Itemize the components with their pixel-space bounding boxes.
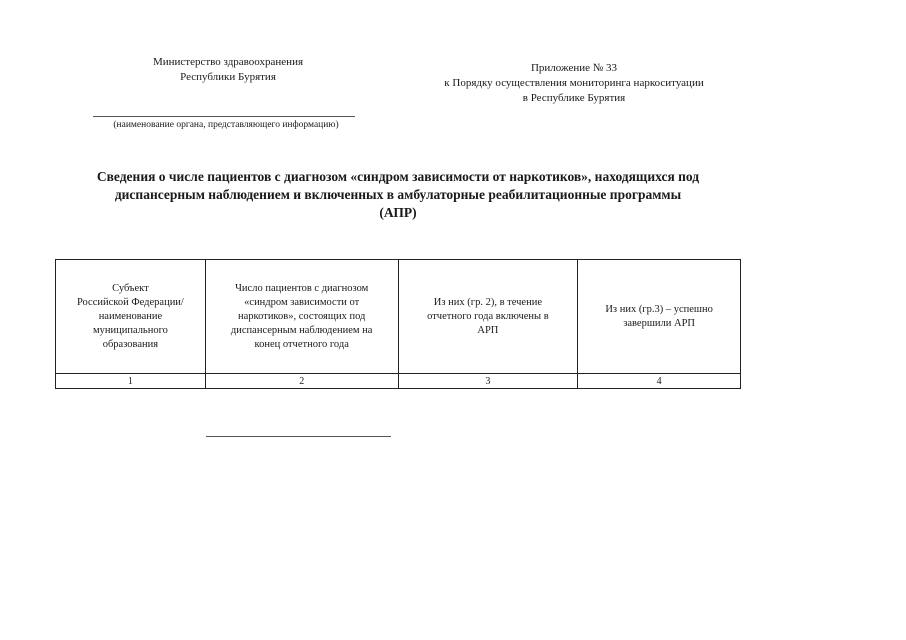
title-line-3: (АПР): [379, 205, 417, 220]
org-name-caption: (наименование органа, представляющего информацию): [113, 120, 339, 130]
header-text: отчетного года включены в: [427, 310, 549, 322]
appendix-number: Приложение № 33: [530, 62, 618, 74]
column-header-completed-arp: [578, 260, 741, 374]
header-text: конец отчетного года: [254, 338, 349, 350]
report-table: [55, 259, 741, 389]
header-text: Из них (гр.3) – успешно: [605, 303, 713, 315]
org-name-line: [93, 116, 355, 117]
signature-line: [206, 436, 391, 437]
appendix-reference: к Порядку осуществления мониторинга наркоситуации: [444, 77, 704, 89]
header-text: Российской Федерации/: [76, 296, 184, 308]
header-text: Субъект: [112, 282, 149, 294]
header-text: «синдром зависимости от: [244, 296, 360, 308]
header-text: наименование: [98, 310, 163, 322]
ministry-block: [118, 55, 338, 85]
column-number: 4: [578, 374, 741, 389]
header-text: Из них (гр. 2), в течение: [433, 296, 542, 308]
header-text: наркотиков», состоящих под: [238, 310, 366, 322]
header-text: завершили АРП: [623, 317, 696, 329]
header-text: образования: [102, 338, 159, 350]
column-number: 3: [398, 374, 578, 389]
header-text: муниципального: [92, 324, 168, 336]
appendix-block: [404, 61, 744, 106]
title-line-2: диспансерным наблюдением и включенных в амбулаторные реабилитационные программы: [114, 187, 682, 202]
column-number: 2: [205, 374, 398, 389]
column-header-included-arp: [398, 260, 578, 374]
header-text: Число пациентов с диагнозом: [235, 282, 369, 294]
report-title: [48, 168, 748, 222]
column-number: 1: [56, 374, 206, 389]
appendix-region: в Республике Бурятия: [522, 92, 626, 104]
title-line-1: Сведения о числе пациентов с диагнозом «синдром зависимости от наркотиков», находящихся под: [96, 169, 700, 184]
header-text: диспансерным наблюдением на: [230, 324, 373, 336]
header-text: АРП: [477, 324, 499, 336]
table-header-row: [56, 260, 741, 374]
column-number-row: [56, 374, 741, 389]
ministry-region: Республики Бурятия: [180, 71, 276, 83]
column-header-patients-count: [205, 260, 398, 374]
column-header-subject: [56, 260, 206, 374]
ministry-name: Министерство здравоохранения: [152, 56, 304, 68]
